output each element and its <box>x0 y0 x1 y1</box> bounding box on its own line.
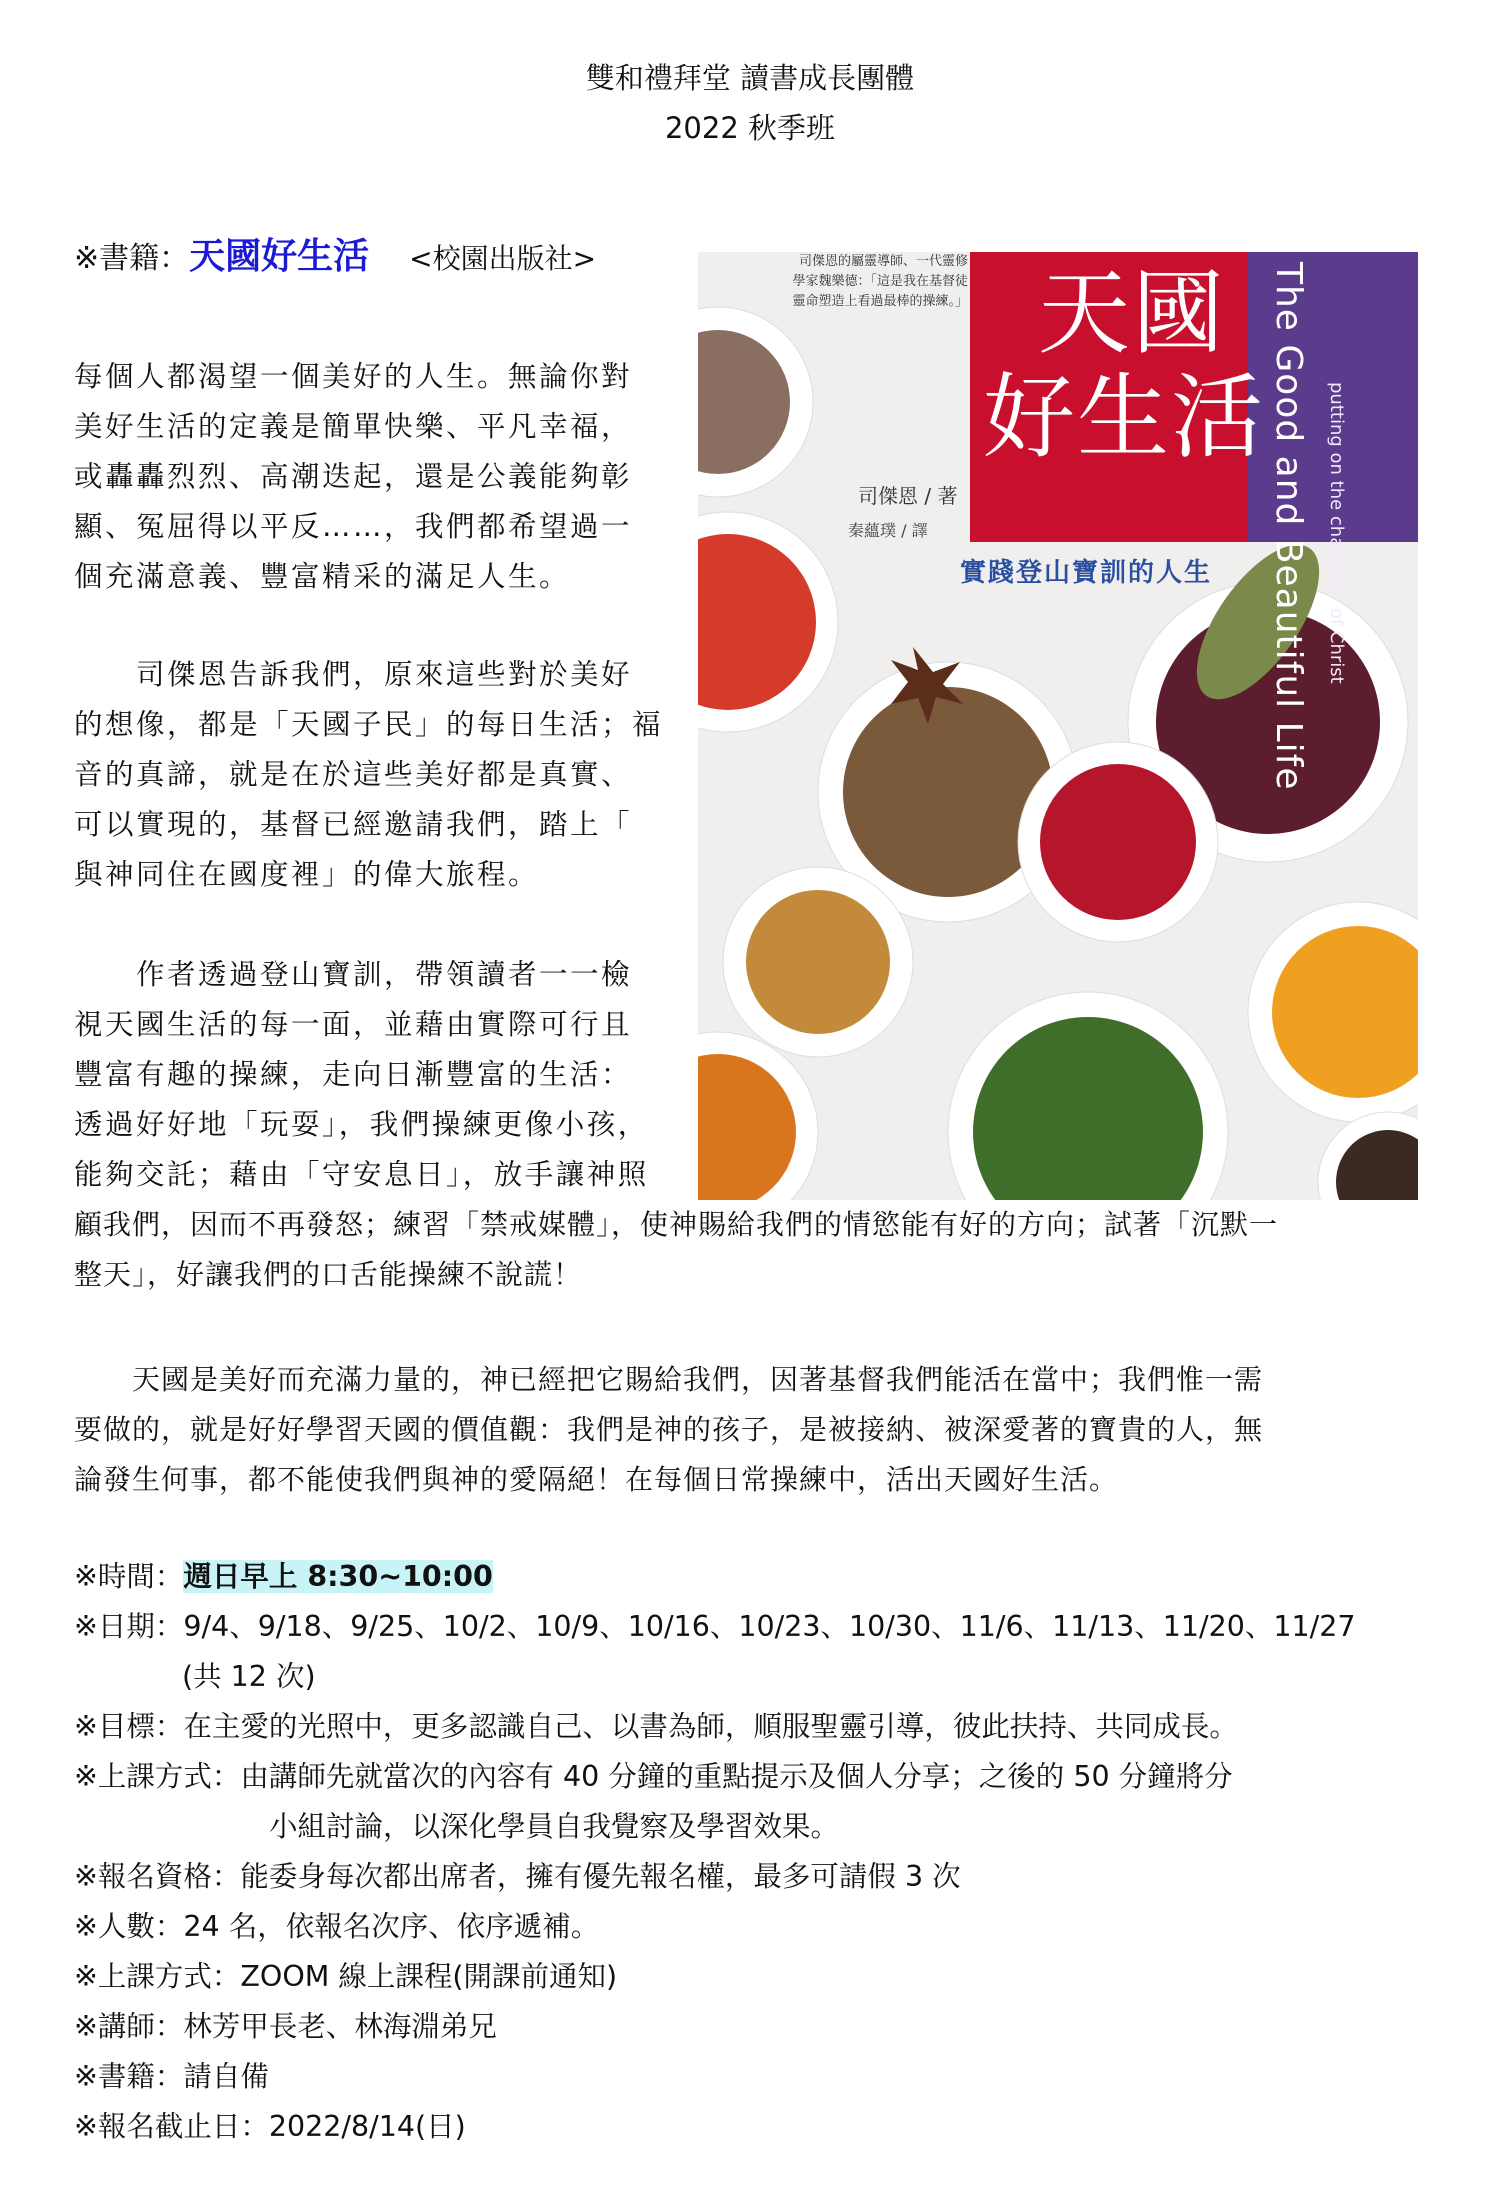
text-line: 整天」，好讓我們的口舌能操練不說謊！ <box>74 1258 583 1291</box>
info-dates-count: (共 12 次) <box>182 1660 316 1693</box>
text-line: 天國是美好而充滿力量的，神已經把它賜給我們，因著基督我們能活在當中；我們惟一需 <box>74 1363 1264 1396</box>
course-info <box>74 1552 1356 2152</box>
info-time-label: ※時間： <box>74 1560 184 1593</box>
info-dates-value: 9/4、9/18、9/25、10/2、10/9、10/16、10/23、10/30、11/6、11/13、11/20、11/27 <box>183 1610 1356 1643</box>
info-dates <box>74 1602 1356 1652</box>
info-deadline: ※報名截止日：2022/8/14(日) <box>74 2110 466 2143</box>
info-teachers: ※講師：林芳甲長老、林海淵弟兄 <box>74 2010 497 2043</box>
text-line: 可以實現的，基督已經邀請我們，踏上「 <box>74 808 633 841</box>
text-line: 司傑恩告訴我們，原來這些對於美好 <box>74 658 633 691</box>
header-line-1: 雙和禮拜堂 讀書成長團體 <box>585 61 915 95</box>
text-line: 要做的，就是好好學習天國的價值觀：我們是神的孩子，是被接納、被深愛著的寶貴的人，無 <box>74 1413 1264 1446</box>
intro-paragraph-1 <box>74 352 632 602</box>
info-time-value: 週日早上 8:30~10:00 <box>183 1560 493 1593</box>
text-line: 或轟轟烈烈、高潮迭起，還是公義能夠彰 <box>74 460 633 493</box>
info-goal: ※目標：在主愛的光照中，更多認識自己、以書為師，順服聖靈引導，彼此扶持、共同成長。 <box>74 1710 1238 1743</box>
intro-paragraph-2 <box>74 650 663 900</box>
text-line: 視天國生活的每一面，並藉由實際可行且 <box>74 1008 633 1041</box>
cover-title-line-1: 天國 <box>1038 260 1227 367</box>
text-line: 論發生何事，都不能使我們與神的愛隔絕！在每個日常操練中，活出天國好生活。 <box>74 1463 1119 1496</box>
cover-title-line-2: 好生活 <box>983 364 1266 471</box>
cover-subtitle: 實踐登山寶訓的人生 <box>960 558 1213 588</box>
book-publisher: <校園出版社> <box>409 242 597 275</box>
cover-author: 司傑恩 / 著 <box>858 484 958 508</box>
info-method-1: ※上課方式：由講師先就當次的內容有 40 分鐘的重點提示及個人分享；之後的 50 分鐘將分 <box>74 1760 1233 1793</box>
text-line: 豐富有趣的操練，走向日漸豐富的生活： <box>74 1058 633 1091</box>
cover-quote: 司傑恩的屬靈導師、一代靈修學家魏樂德：「這是我在基督徒靈命塑造上看過最棒的操練。」 <box>792 254 968 309</box>
cover-english-subtitle: putting on the character of Christ <box>1326 382 1347 684</box>
info-method-1-cont: 小組討論，以深化學員自我覺察及學習效果。 <box>269 1810 840 1843</box>
text-line: 作者透過登山寶訓，帶領讀者一一檢 <box>74 958 633 991</box>
info-eligibility: ※報名資格：能委身每次都出席者，擁有優先報名權，最多可請假 3 次 <box>74 1860 961 1893</box>
info-count: ※人數：24 名，依報名次序、依序遞補。 <box>74 1910 600 1943</box>
info-method-2: ※上課方式：ZOOM 線上課程(開課前通知) <box>74 1960 618 1993</box>
cover-translator: 秦蘊璞 / 譯 <box>848 521 928 540</box>
text-line: 能夠交託；藉由「守安息日」，放手讓神照 <box>74 1158 649 1191</box>
cover-english-title: The Good and Beautiful Life <box>1268 262 1309 791</box>
info-time <box>74 1552 1356 1602</box>
text-line: 與神同住在國度裡」的偉大旅程。 <box>74 858 540 891</box>
text-line: 個充滿意義、豐富精采的滿足人生。 <box>74 560 571 593</box>
text-line: 音的真諦，就是在於這些美好都是真實、 <box>74 758 633 791</box>
intro-paragraph-3-continued <box>74 1200 1278 1300</box>
info-books: ※書籍：請自備 <box>74 2060 269 2093</box>
text-line: 顯、冤屈得以平反……，我們都希望過一 <box>74 510 633 543</box>
book-cover-image <box>698 252 1418 1200</box>
cover-title <box>983 262 1265 470</box>
intro-paragraph-3 <box>74 950 649 1200</box>
text-line: 每個人都渴望一個美好的人生。無論你對 <box>74 360 633 393</box>
text-line: 透過好好地「玩耍」，我們操練更像小孩， <box>74 1108 649 1141</box>
text-line: 的想像，都是「天國子民」的每日生活；福 <box>74 708 664 741</box>
book-title: 天國好生活 <box>189 236 370 277</box>
info-dates-label: ※日期： <box>74 1610 184 1643</box>
header-line-2: 2022 秋季班 <box>664 111 836 145</box>
book-prefix: ※書籍： <box>74 241 190 276</box>
intro-paragraph-4 <box>74 1355 1263 1505</box>
book-info-line <box>74 228 596 279</box>
text-line: 顧我們，因而不再發怒；練習「禁戒媒體」，使神賜給我們的情慾能有好的方向；試著「沉默一 <box>74 1208 1279 1241</box>
text-line: 美好生活的定義是簡單快樂、平凡幸福， <box>74 410 633 443</box>
